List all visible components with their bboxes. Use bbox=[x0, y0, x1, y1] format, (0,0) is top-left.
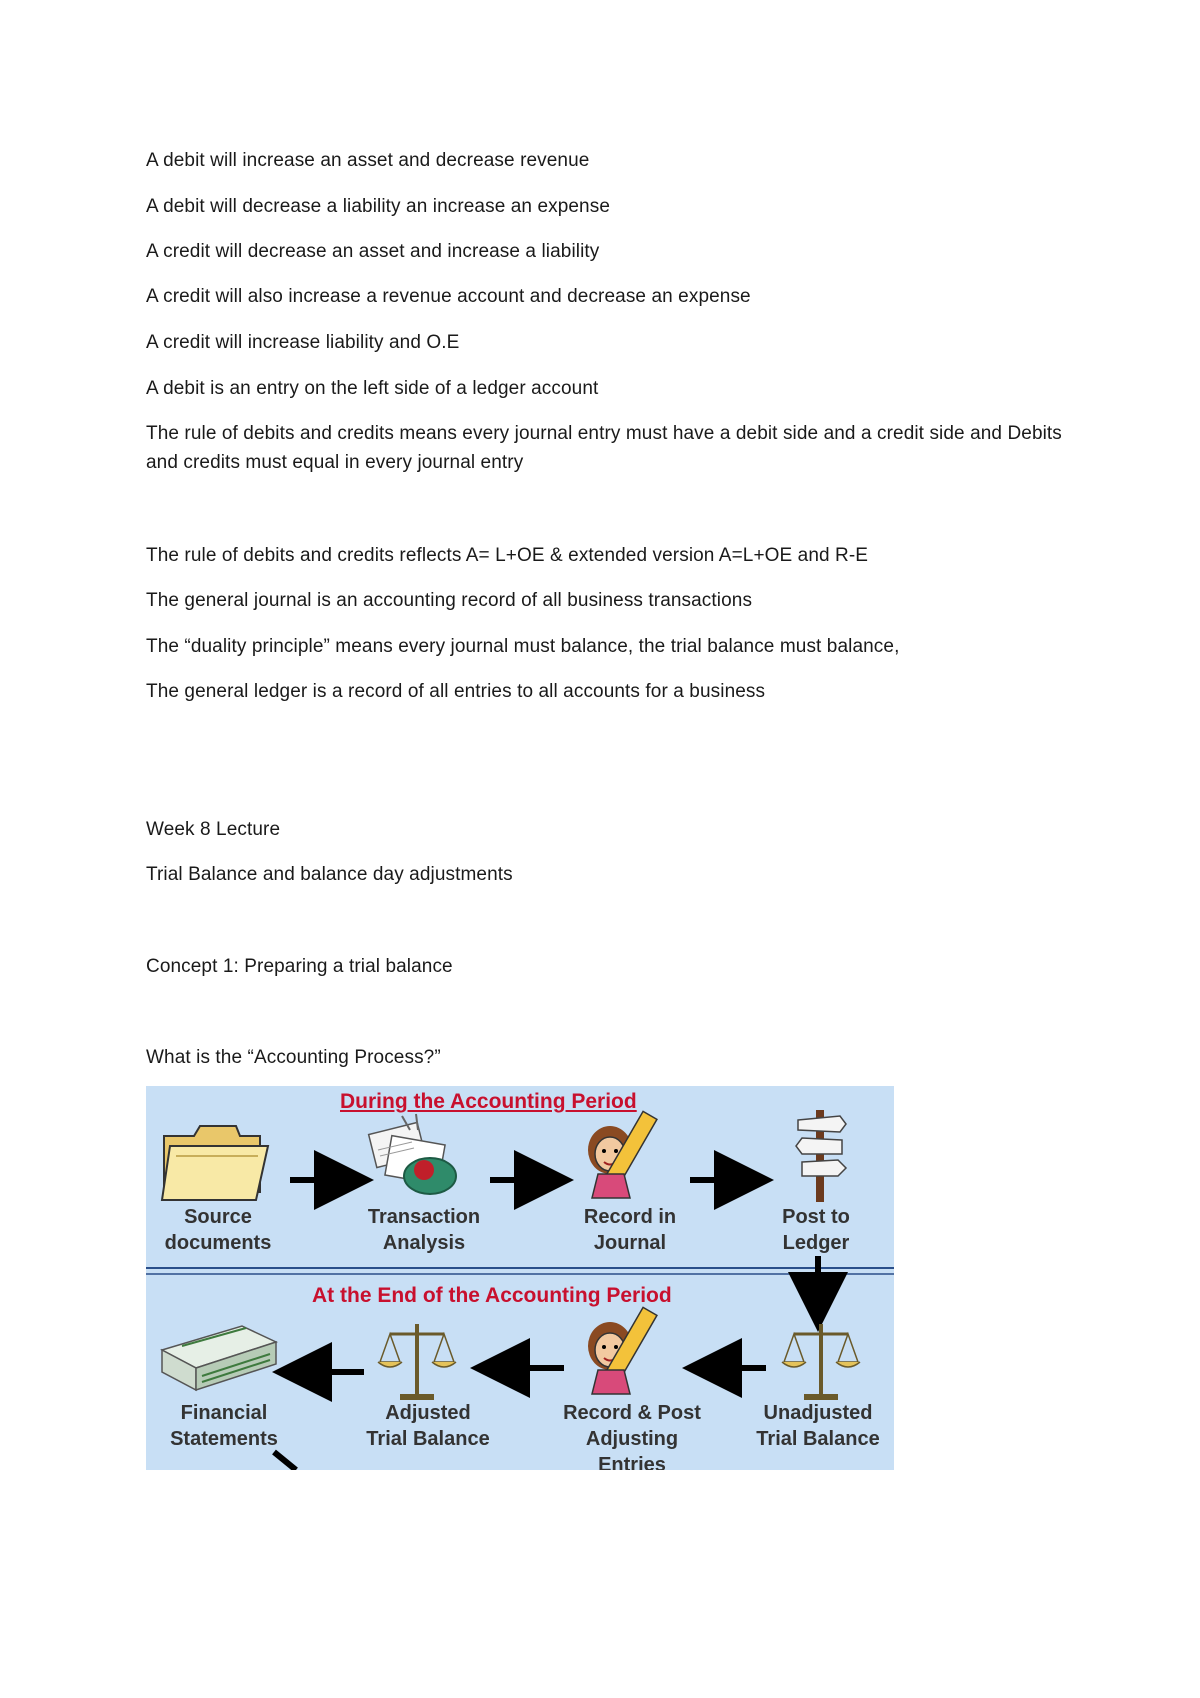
note-line: A debit is an entry on the left side of a ledger account bbox=[146, 378, 599, 399]
step-post-to-ledger bbox=[731, 1204, 894, 1256]
folder-icon bbox=[162, 1126, 268, 1200]
flow-arrow-partial bbox=[274, 1452, 296, 1470]
note-line: A credit will increase liability and O.E bbox=[146, 332, 460, 353]
step-record-post-adjusting-entries bbox=[547, 1400, 717, 1470]
note-line: The rule of debits and credits reflects A= L+OE & extended version A=L+OE and R-E bbox=[146, 545, 869, 566]
step-transaction-analysis bbox=[339, 1204, 509, 1256]
step-label-line: Adjusted bbox=[385, 1402, 471, 1424]
note-line: A debit will decrease a liability an increase an expense bbox=[146, 196, 610, 217]
period-divider bbox=[146, 1268, 894, 1274]
step-label-line: Analysis bbox=[382, 1232, 466, 1254]
step-adjusted-trial-balance bbox=[343, 1400, 513, 1452]
step-label-line: Record & Post bbox=[563, 1402, 701, 1424]
step-label-line: Adjusting bbox=[585, 1428, 679, 1450]
step-label-line: Statements bbox=[170, 1428, 278, 1450]
step-label-line: documents bbox=[164, 1232, 272, 1254]
note-line: A credit will decrease an asset and increase a liability bbox=[146, 241, 600, 262]
note-line: The general journal is an accounting record of all business transactions bbox=[146, 590, 753, 611]
pencil-person-icon bbox=[588, 1111, 657, 1198]
documents-analysis-icon bbox=[369, 1114, 456, 1194]
scales-icon bbox=[782, 1324, 860, 1400]
note-paragraph: The rule of debits and credits means every journal entry must have a debit side and a credit side and Debits and credits must equal in every journal entry bbox=[146, 423, 1062, 473]
scales-icon bbox=[378, 1324, 456, 1400]
step-label-line: Entries bbox=[598, 1454, 666, 1470]
step-label-line: Source bbox=[184, 1206, 252, 1228]
step-unadjusted-trial-balance bbox=[733, 1400, 894, 1452]
step-label-line: Financial bbox=[180, 1402, 268, 1424]
step-source-documents bbox=[146, 1204, 303, 1256]
step-financial-statements bbox=[146, 1400, 309, 1452]
step-label-line: Journal bbox=[593, 1232, 667, 1254]
step-label-line: Trial Balance bbox=[756, 1428, 880, 1450]
step-label-line: Record in bbox=[583, 1206, 677, 1228]
accounting-process-question: What is the “Accounting Process?” bbox=[146, 1047, 441, 1068]
step-label-line: Ledger bbox=[782, 1232, 850, 1254]
accounting-process-diagram bbox=[146, 1086, 894, 1470]
concept-heading: Concept 1: Preparing a trial balance bbox=[146, 956, 453, 977]
note-line: The “duality principle” means every journal must balance, the trial balance must balance, bbox=[146, 636, 900, 657]
step-label-line: Unadjusted bbox=[763, 1402, 873, 1424]
step-record-in-journal bbox=[545, 1204, 715, 1256]
during-period-heading: During the Accounting Period bbox=[340, 1090, 637, 1113]
note-line: A debit will increase an asset and decrease revenue bbox=[146, 150, 590, 171]
money-stack-icon bbox=[162, 1326, 276, 1390]
lecture-topic: Trial Balance and balance day adjustments bbox=[146, 864, 513, 885]
step-label-line: Post to bbox=[782, 1206, 850, 1228]
step-label-line: Trial Balance bbox=[366, 1428, 490, 1450]
end-period-heading: At the End of the Accounting Period bbox=[312, 1284, 672, 1307]
step-label-line: Transaction bbox=[367, 1206, 481, 1228]
note-line: A credit will also increase a revenue account and decrease an expense bbox=[146, 286, 751, 307]
note-line: The general ledger is a record of all entries to all accounts for a business bbox=[146, 681, 766, 702]
signpost-icon bbox=[796, 1110, 846, 1202]
lecture-week: Week 8 Lecture bbox=[146, 819, 281, 840]
pencil-person-icon bbox=[588, 1307, 657, 1394]
